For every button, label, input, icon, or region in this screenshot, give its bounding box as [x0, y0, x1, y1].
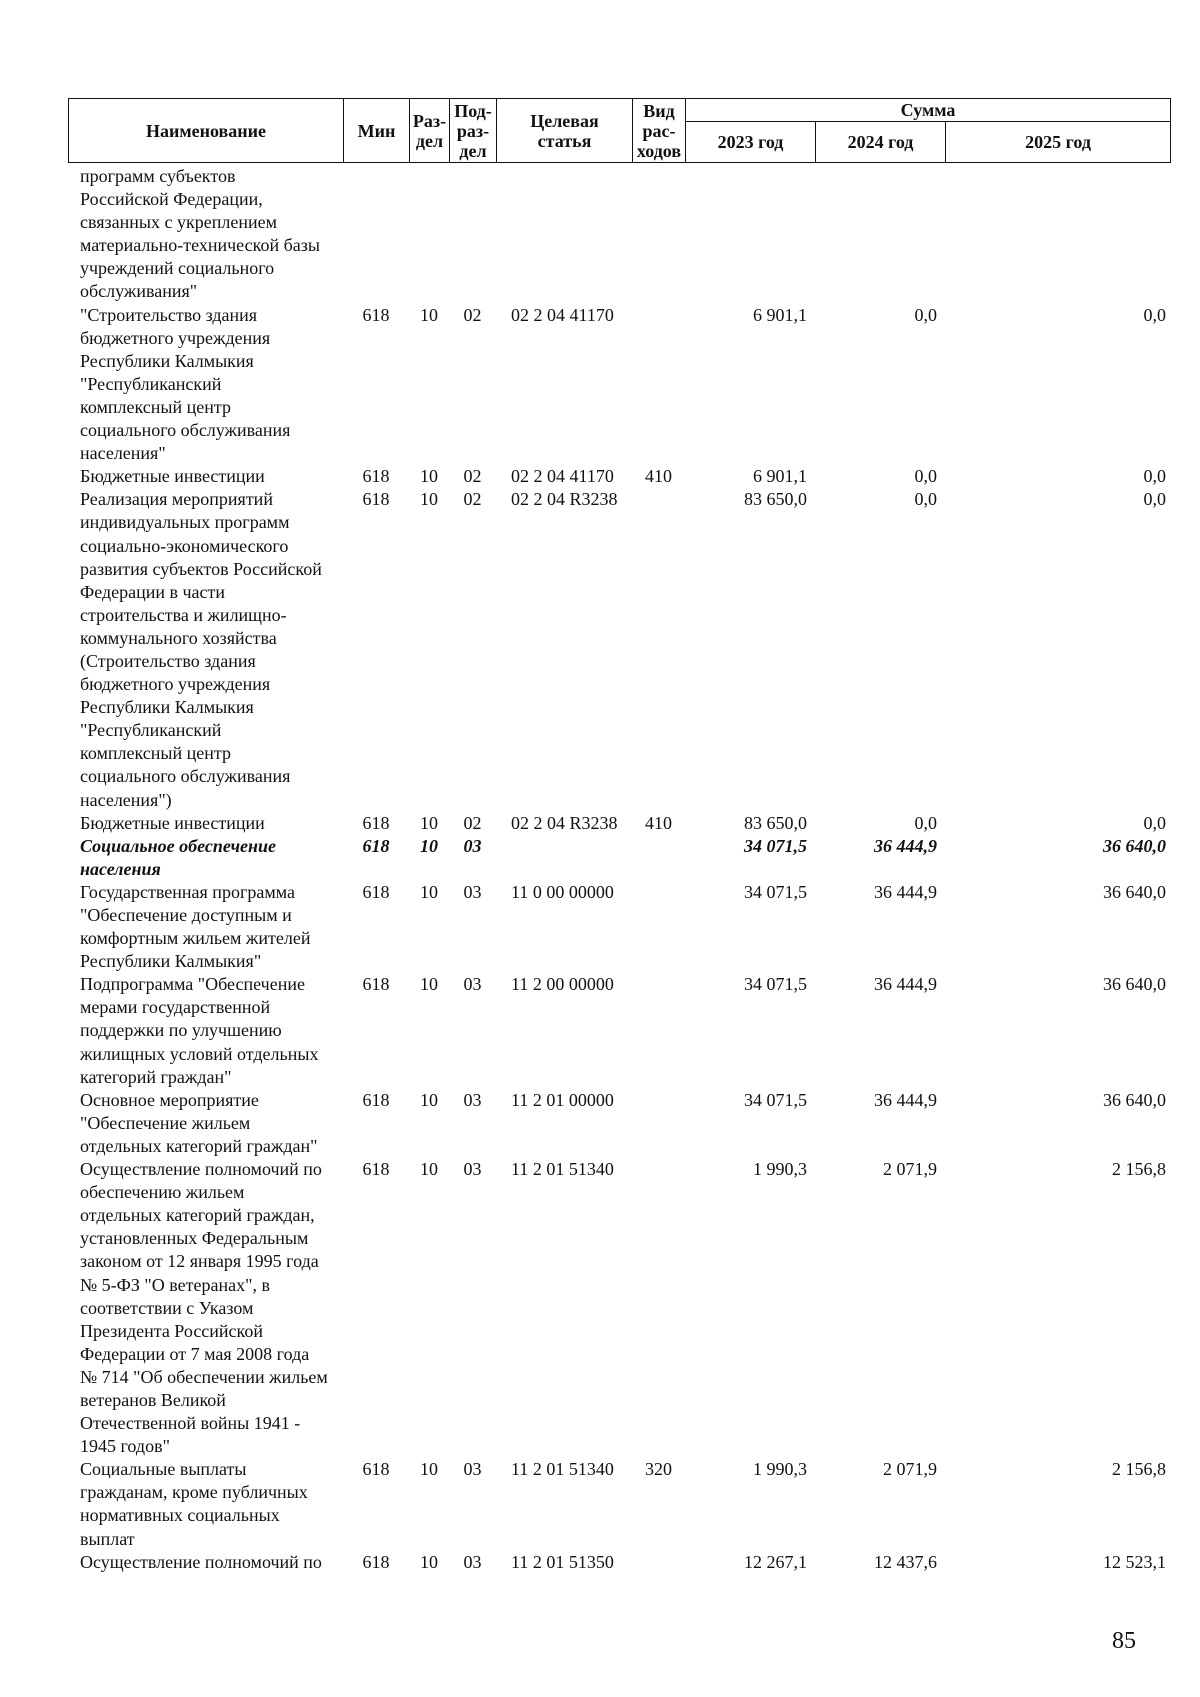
table-row [68, 304, 1170, 466]
table-cell-2025: 2 156,8 [1112, 1159, 1166, 1180]
table-cell-razdel: 10 [420, 1159, 438, 1180]
table-cell-min: 618 [362, 489, 390, 510]
table-cell-vid [632, 1089, 685, 1158]
header-name: Наименование [69, 99, 344, 163]
table-cell-2025: 0,0 [1143, 489, 1166, 510]
table-body [68, 165, 1170, 1574]
table-row [68, 1458, 1170, 1550]
header-2023: 2023 год [686, 122, 816, 163]
table-cell-min: 618 [362, 1459, 390, 1480]
table-cell-celevaya: 11 2 01 51350 [511, 1551, 614, 1572]
table-cell-podrazdel: 03 [463, 881, 482, 902]
table-cell-name: Осуществление полномочий по [80, 1551, 322, 1572]
table-cell-vid [632, 488, 685, 811]
table-cell-name: "Строительство здания бюджетного учреждения Республики Калмыкия "Республиканский комплексный центр социального обслуживания населения" [80, 304, 291, 464]
table-cell-name: Реализация мероприятий индивидуальных программ социально-экономического развития субъектов Российской Федерации в части строительства и жилищно- коммунального хозяйства (Строительство здания бюджетного учреждения Республики Калмыкия "Республиканский комплексный центр социального обслуживания населения") [80, 489, 322, 810]
table-cell-name: Бюджетные инвестиции [80, 812, 265, 833]
table-cell-vid: 410 [645, 466, 672, 487]
table-cell-podrazdel: 03 [463, 1089, 482, 1110]
table-cell-podrazdel: 02 [463, 489, 482, 510]
table-cell-name: Бюджетные инвестиции [80, 466, 265, 487]
table-cell-razdel: 10 [420, 835, 438, 856]
page-number: 85 [1112, 1628, 1136, 1654]
table-cell-min: 618 [362, 304, 390, 325]
table-cell-celevaya: 11 2 00 00000 [511, 974, 614, 995]
table-row [68, 1158, 1170, 1458]
table-cell-2024: 36 444,9 [874, 974, 937, 995]
table-cell-2023: 6 901,1 [753, 304, 807, 325]
table-cell-min: 618 [362, 881, 390, 902]
table-cell-min: 618 [362, 1089, 390, 1110]
table-cell-2025: 2 156,8 [1112, 1459, 1166, 1480]
table-cell-name: Основное мероприятие "Обеспечение жильем отдельных категорий граждан" [80, 1089, 318, 1156]
table-cell-2023: 83 650,0 [744, 489, 807, 510]
table-cell-2023: 34 071,5 [744, 974, 807, 995]
table-cell-vid [632, 304, 685, 466]
table-row [68, 465, 1170, 488]
table-cell-vid: 410 [645, 812, 672, 833]
table-cell-2024: 0,0 [914, 489, 937, 510]
table-row [68, 488, 1170, 811]
table-header [68, 98, 1171, 163]
table-cell-name: программ субъектов Российской Федерации, связанных с укреплением материально-технической базы учреждений социального обслуживания" [80, 166, 320, 302]
table-cell-podrazdel: 03 [463, 1551, 482, 1572]
table-cell-name: Осуществление полномочий по обеспечению жильем отдельных категорий граждан, установленных Федеральным законом от 12 января 1995 года № 5-ФЗ "О ветеранах", в соответствии с Указом Президента Российской Федерации от 7 мая 2008 года № 714 "Об обеспечении жильем ветеранов Великой Отечественной войны 1941 - 1945 годов" [80, 1159, 328, 1457]
table-cell-min: 618 [362, 835, 390, 856]
table-cell-razdel: 10 [420, 489, 438, 510]
table-cell-2023: 34 071,5 [744, 881, 807, 902]
table-cell-razdel: 10 [420, 1089, 438, 1110]
table-cell-min: 618 [362, 1551, 390, 1572]
table-cell-2025: 36 640,0 [1103, 1089, 1166, 1110]
table-cell-razdel: 10 [420, 466, 438, 487]
table-cell-vid [632, 835, 685, 881]
table-cell-2025: 36 640,0 [1103, 835, 1166, 856]
header-summa: Сумма [686, 99, 1171, 122]
table-cell-2025: 36 640,0 [1103, 974, 1166, 995]
table-cell-podrazdel: 03 [463, 835, 482, 856]
table-cell-2024: 0,0 [914, 812, 937, 833]
table-cell-celevaya [496, 165, 632, 304]
table-cell-min: 618 [362, 466, 390, 487]
table-cell-razdel [409, 165, 449, 304]
table-cell-vid [632, 165, 685, 304]
table-cell-podrazdel: 03 [463, 1159, 482, 1180]
table-cell-name: Подпрограмма "Обеспечение мерами государственной поддержки по улучшению жилищных условий отдельных категорий граждан" [80, 974, 319, 1087]
table-cell-razdel: 10 [420, 304, 438, 325]
table-cell-celevaya: 11 2 01 51340 [511, 1159, 614, 1180]
table-cell-2023: 1 990,3 [753, 1459, 807, 1480]
table-cell-razdel: 10 [420, 812, 438, 833]
header-podrazdel: Под- раз- дел [450, 99, 497, 163]
table-cell-2023: 1 990,3 [753, 1159, 807, 1180]
table-cell-vid [632, 1158, 685, 1458]
table-cell-name: Социальные выплаты гражданам, кроме публичных нормативных социальных выплат [80, 1459, 308, 1549]
table-row [68, 973, 1170, 1088]
header-razdel: Раз- дел [410, 99, 450, 163]
table-row [68, 881, 1170, 973]
table-cell-celevaya: 02 2 04 41170 [511, 304, 614, 325]
table-row [68, 835, 1170, 881]
table-cell-2025: 36 640,0 [1103, 881, 1166, 902]
table-cell-2023: 83 650,0 [744, 812, 807, 833]
table-cell-celevaya: 11 2 01 51340 [511, 1459, 614, 1480]
table-cell-podrazdel: 02 [463, 812, 482, 833]
table-cell-celevaya: 02 2 04 R3238 [511, 812, 618, 833]
table-cell-name: Социальное обеспечение населения [80, 835, 277, 879]
table-cell-2024 [815, 165, 945, 304]
table-cell-podrazdel: 03 [463, 974, 482, 995]
table-cell-min: 618 [362, 812, 390, 833]
table-cell-min: 618 [362, 1159, 390, 1180]
table-cell-2024: 0,0 [914, 304, 937, 325]
header-celevaya: Целевая статья [497, 99, 633, 163]
table-cell-celevaya: 11 0 00 00000 [511, 881, 614, 902]
table-cell-podrazdel: 02 [463, 304, 482, 325]
table-row [68, 1089, 1170, 1158]
table-cell-razdel: 10 [420, 974, 438, 995]
table-cell-razdel: 10 [420, 1459, 438, 1480]
table-cell-name: Государственная программа "Обеспечение доступным и комфортным жильем жителей Республики Калмыкия" [80, 881, 311, 972]
table-cell-2023 [685, 165, 815, 304]
table-cell-2025: 0,0 [1143, 304, 1166, 325]
table-cell-celevaya: 02 2 04 41170 [511, 466, 614, 487]
table-cell-2024: 12 437,6 [874, 1551, 937, 1572]
table-cell-2023: 34 071,5 [744, 835, 807, 856]
table-cell-vid [632, 881, 685, 973]
table-cell-podrazdel [449, 165, 496, 304]
table-cell-2024: 36 444,9 [874, 835, 937, 856]
header-2025: 2025 год [946, 122, 1171, 163]
table-cell-2023: 34 071,5 [744, 1089, 807, 1110]
table-cell-2024: 36 444,9 [874, 1089, 937, 1110]
table-cell-celevaya [496, 835, 632, 881]
table-cell-2025 [945, 165, 1170, 304]
table-cell-celevaya: 02 2 04 R3238 [511, 489, 618, 510]
table-cell-2024: 36 444,9 [874, 881, 937, 902]
table-cell-razdel: 10 [420, 1551, 438, 1572]
table-cell-2023: 6 901,1 [753, 466, 807, 487]
table-cell-2025: 0,0 [1143, 466, 1166, 487]
table-cell-2023: 12 267,1 [744, 1551, 807, 1572]
table-cell-2024: 0,0 [914, 466, 937, 487]
table-row [68, 812, 1170, 835]
table-cell-vid: 320 [645, 1459, 672, 1480]
table-row [68, 165, 1170, 304]
table-cell-min: 618 [362, 974, 390, 995]
table-cell-podrazdel: 03 [463, 1459, 482, 1480]
header-vid: Вид рас- ходов [633, 99, 686, 163]
table-cell-2024: 2 071,9 [883, 1159, 937, 1180]
table-cell-vid [632, 973, 685, 1088]
table-cell-razdel: 10 [420, 881, 438, 902]
table-cell-min [343, 165, 409, 304]
table-cell-podrazdel: 02 [463, 466, 482, 487]
table-cell-2025: 0,0 [1143, 812, 1166, 833]
table-cell-celevaya: 11 2 01 00000 [511, 1089, 614, 1110]
header-2024: 2024 год [816, 122, 946, 163]
table-cell-vid [632, 1551, 685, 1574]
table-cell-2024: 2 071,9 [883, 1459, 937, 1480]
header-min: Мин [344, 99, 410, 163]
table-row [68, 1551, 1170, 1574]
table-cell-2025: 12 523,1 [1103, 1551, 1166, 1572]
